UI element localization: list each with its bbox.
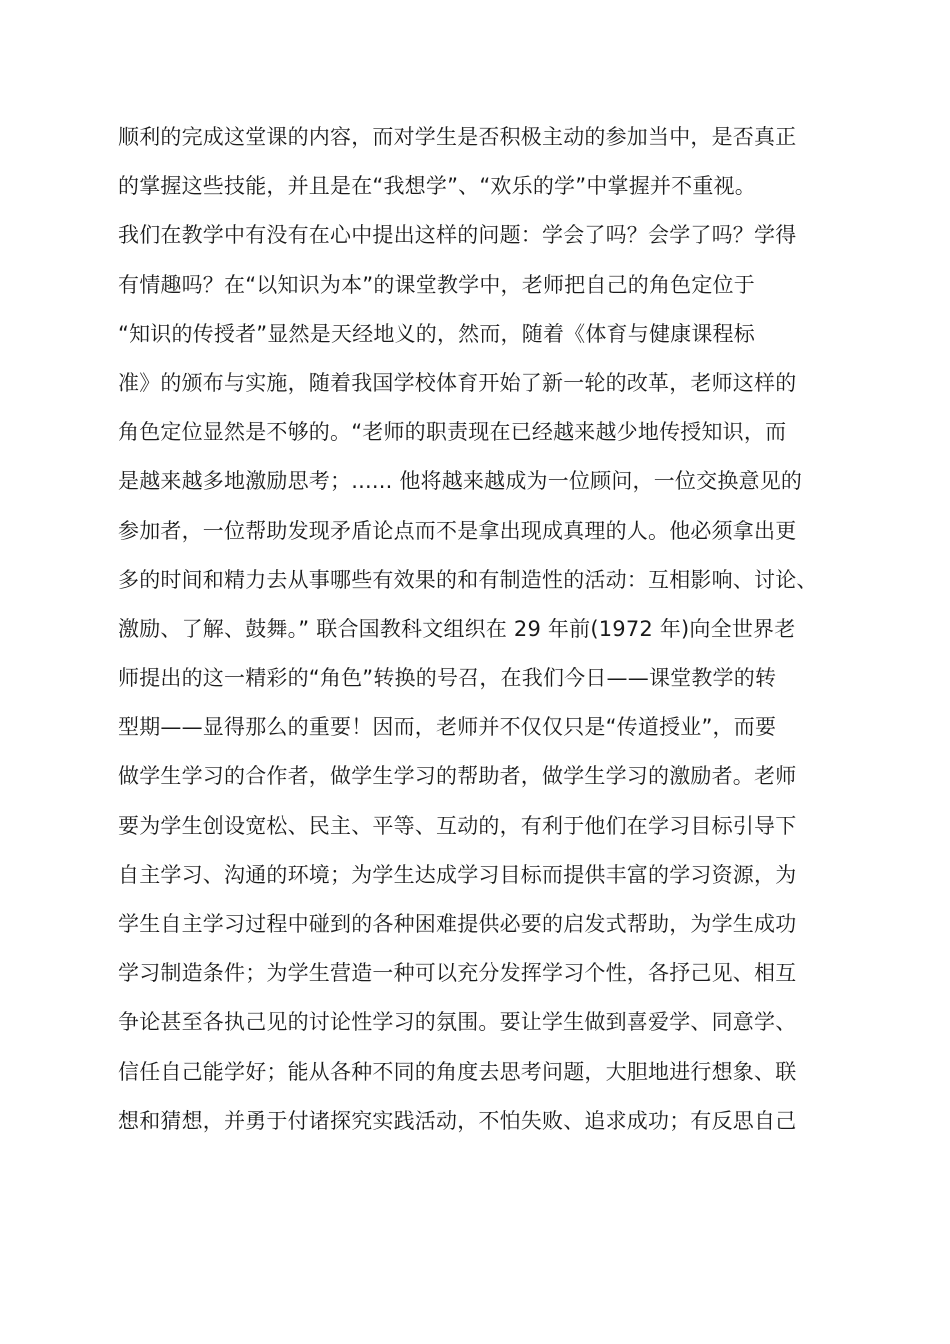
text-line-1: 顺利的完成这堂课的内容，而对学生是否积极主动的参加当中，是否真正: [118, 125, 797, 149]
text-line-21: 想和猜想，并勇于付诸探究实践活动，不怕失败、追求成功；有反思自己: [118, 1108, 797, 1133]
text-line-16: 自主学习、沟通的环境；为学生达成学习目标而提供丰富的学习资源，为: [118, 862, 797, 887]
text-line-5: “知识的传授者”显然是天经地义的，然而，随着《体育与健康课程标: [118, 321, 755, 346]
text-line-14: 做学生学习的合作者，做学生学习的帮助者，做学生学习的激励者。老师: [118, 764, 797, 789]
text-line-11: 激励、了解、鼓舞。” 联合国教科文组织在 29 年前(1972 年)向全世界老: [118, 616, 796, 641]
body-paragraph: [118, 121, 878, 1154]
text-line-17: 学生自主学习过程中碰到的各种困难提供必要的启发式帮助，为学生成功: [118, 912, 797, 936]
text-line-8: 是越来越多地激励思考；...... 他将越来越成为一位顾问，一位交换意见的: [118, 469, 803, 494]
text-line-6: 准》的颁布与实施，随着我国学校体育开始了新一轮的改革，老师这样的: [118, 370, 797, 395]
text-line-4: 有情趣吗？在“以知识为本”的课堂教学中，老师把自己的角色定位于: [118, 272, 755, 297]
text-line-3: 我们在教学中有没有在心中提出这样的问题：学会了吗？会学了吗？学得: [118, 223, 797, 248]
text-line-20: 信任自己能学好；能从各种不同的角度去思考问题，大胆地进行想象、联: [118, 1059, 797, 1084]
text-line-19: 争论甚至各执己见的讨论性学习的氛围。要让学生做到喜爱学、同意学、: [118, 1010, 797, 1035]
text-line-12: 师提出的这一精彩的“角色”转换的号召，在我们今日——课堂教学的转: [118, 666, 777, 691]
text-line-9: 参加者，一位帮助发现矛盾论点而不是拿出现成真理的人。他必须拿出更: [118, 518, 797, 543]
text-line-7: 角色定位显然是不够的。“老师的职责现在已经越来越少地传授知识，而: [118, 420, 787, 445]
text-line-2: 的掌握这些技能，并且是在“我想学”、“欢乐的学”中掌握并不重视。: [118, 174, 756, 199]
text-line-18: 学习制造条件；为学生营造一种可以充分发挥学习个性，各抒己见、相互: [118, 961, 797, 986]
text-line-10: 多的时间和精力去从事哪些有效果的和有制造性的活动：互相影响、讨论、: [118, 567, 818, 592]
text-line-13: 型期——显得那么的重要！因而，老师并不仅仅只是“传道授业”，而要: [118, 715, 777, 740]
text-line-15: 要为学生创设宽松、民主、平等、互动的，有利于他们在学习目标引导下: [118, 813, 797, 838]
